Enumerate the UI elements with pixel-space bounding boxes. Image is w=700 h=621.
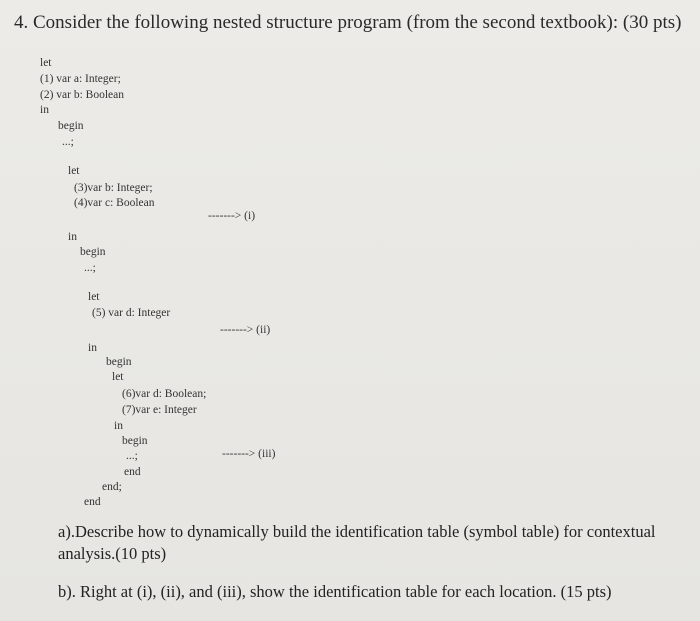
code-line: (2) var b: Boolean (40, 89, 124, 101)
code-line: end; (102, 481, 122, 493)
marker-i: -------> (i) (208, 210, 256, 222)
code-line: end (84, 496, 101, 508)
code-line: let (88, 291, 100, 303)
code-line: (5) var d: Integer (92, 307, 171, 319)
marker-iii: -------> (iii) (222, 448, 276, 460)
code-line: (3)var b: Integer; (74, 182, 153, 194)
code-line: begin (122, 435, 148, 447)
code-line: begin (80, 246, 106, 258)
code-line: in (88, 342, 97, 354)
code-line: in (114, 420, 123, 432)
code-line: (1) var a: Integer; (40, 73, 121, 85)
code-line: in (40, 104, 49, 116)
code-line: (6)var d: Boolean; (122, 388, 207, 400)
question-title: 4. Consider the following nested structure program (from the second textbook): (30 pts) (14, 12, 682, 33)
subquestion-a: a).Describe how to dynamically build the identification table (symbol table) for contextual analysis.(10 pts) (58, 522, 656, 563)
code-line: ...; (62, 136, 74, 148)
subquestion-b: b). Right at (i), (ii), and (iii), show the identification table for each location. (15 pts) (58, 582, 612, 601)
code-line: begin (58, 120, 84, 132)
code-line: ...; (84, 262, 96, 274)
code-line: let (112, 371, 124, 383)
code-line: (4)var c: Boolean (74, 197, 155, 209)
marker-ii: -------> (ii) (220, 324, 271, 336)
code-line: begin (106, 356, 132, 368)
code-line: (7)var e: Integer (122, 404, 197, 416)
code-line: let (40, 57, 52, 69)
code-line: let (68, 165, 80, 177)
code-line: in (68, 231, 77, 243)
code-line: end (124, 466, 141, 478)
code-line: ...; (126, 450, 138, 462)
